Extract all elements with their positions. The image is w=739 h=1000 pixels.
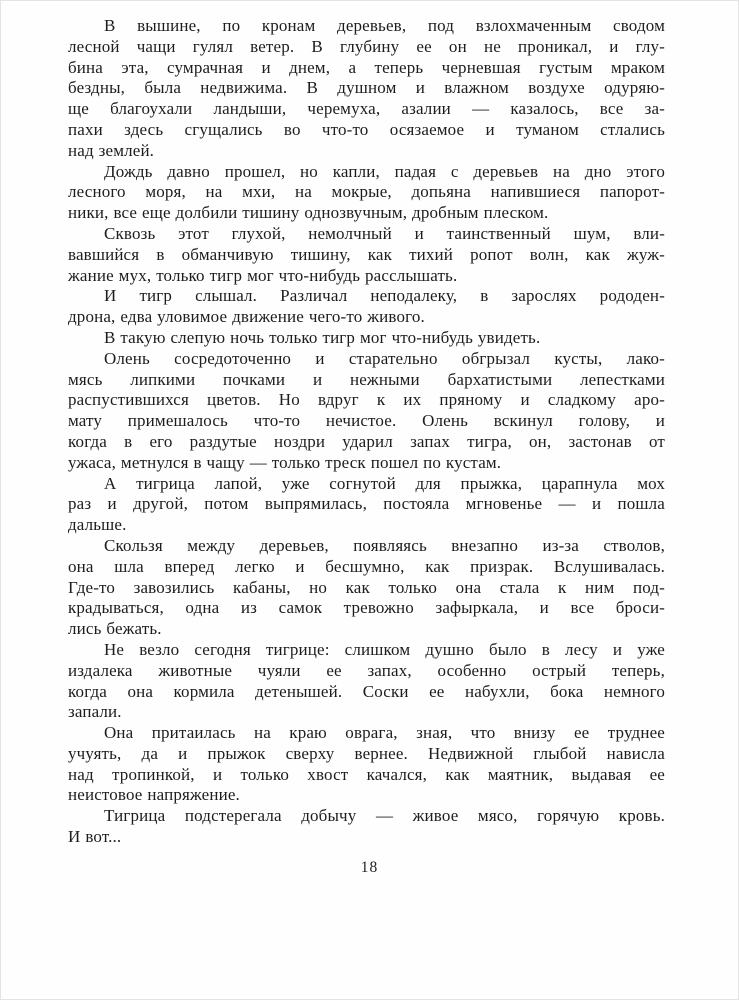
text-line: она шла вперед легко и бесшумно, как призрак. Вслушивалась.	[68, 556, 665, 576]
text-line: когда она кормила детенышей. Соски ее набухли, бока немного	[68, 681, 665, 701]
text-line: пахи здесь сгущались во что-то осязаемое и туманом стлались	[68, 119, 665, 139]
paragraph	[68, 806, 665, 848]
text-line: Где-то завозились кабаны, но как только она стала к ним под-	[68, 577, 665, 597]
text-line: ужаса, метнулся в чащу — только треск пошел по кустам.	[68, 452, 502, 472]
text-line: А тигрица лапой, уже согнутой для прыжка, царапнула мох	[104, 473, 665, 493]
text-line: В вышине, по кронам деревьев, под взлохмаченным сводом	[104, 16, 665, 35]
text-line: над землей.	[68, 140, 155, 160]
page-number: 18	[360, 859, 379, 876]
text-line: Дождь давно прошел, но капли, падая с деревьев на дно этого	[104, 161, 665, 181]
text-line: Скользя между деревьев, появляясь внезапно из-за стволов,	[104, 535, 665, 555]
page-text-block	[68, 16, 665, 848]
text-line: лесного моря, на мхи, на мокрые, допьяна напившиеся папорот-	[68, 182, 665, 202]
text-line: Тигрица подстерегала добычу — живое мясо, горячую кровь.	[104, 806, 665, 826]
text-line: дрона, едва уловимое движение чего-то живого.	[68, 307, 425, 327]
text-line: неистовое напряжение.	[68, 785, 240, 805]
text-line: крадываться, одна из самок тревожно зафыркала, и все броси-	[68, 598, 665, 618]
text-line: ники, все еще долбили тишину однозвучным, дробным плеском.	[68, 203, 549, 223]
text-line: Сквозь этот глухой, немолчный и таинственный шум, вли-	[104, 223, 665, 243]
paragraph	[68, 474, 665, 536]
text-line: издалека животные чуяли ее запах, особенно острый теперь,	[68, 660, 665, 680]
paragraph	[68, 224, 665, 286]
text-line: распустившихся цветов. Но вдруг к их пряному и сладкому аро-	[68, 390, 665, 410]
text-line: над тропинкой, и только хвост качался, как маятник, выдавая ее	[68, 764, 665, 784]
paragraph	[68, 16, 665, 162]
text-line: раз и другой, потом выпрямилась, постояла мгновенье — и пошла	[68, 494, 665, 514]
text-line: когда в его раздутые ноздри ударил запах тигра, он, застонав от	[68, 431, 665, 451]
paragraph	[68, 349, 665, 474]
paragraph	[68, 640, 665, 723]
paragraph	[68, 723, 665, 806]
text-line: В такую слепую ночь только тигр мог что-нибудь увидеть.	[104, 327, 541, 347]
paragraph	[68, 286, 665, 328]
text-line: И тигр слышал. Различал неподалеку, в зарослях рододен-	[104, 286, 665, 306]
text-line: жание мух, только тигр мог что-нибудь расслышать.	[68, 265, 458, 285]
text-line: мату примешалось что-то нечистое. Олень вскинул голову, и	[68, 411, 665, 431]
text-line: дальше.	[68, 515, 127, 535]
text-line: бездны, была недвижима. В душном и влажном воздухе одуряю-	[68, 78, 665, 98]
text-line: лись бежать.	[68, 619, 162, 639]
text-line: И вот...	[68, 827, 122, 847]
text-line: вавшийся в обманчивую тишину, как тихий ропот волн, как жуж-	[68, 244, 665, 264]
text-line: ще благоухали ландыши, черемуха, азалии — казалось, все за-	[68, 99, 665, 119]
text-line: Не везло сегодня тигрице: слишком душно было в лесу и уже	[104, 639, 665, 659]
text-line: мясь липкими почками и нежными бархатистыми лепестками	[68, 369, 665, 389]
text-line: лесной чащи гулял ветер. В глубину ее он не проникал, и глу-	[68, 36, 665, 56]
paragraph	[68, 328, 665, 349]
paragraph	[68, 536, 665, 640]
text-line: учуять, да и прыжок сверху вернее. Недвижной глыбой нависла	[68, 743, 665, 763]
text-line: запали.	[68, 702, 122, 722]
text-line: бина эта, сумрачная и днем, а теперь черневшая густым мраком	[68, 57, 665, 77]
paragraph	[68, 162, 665, 224]
text-line: Она притаилась на краю оврага, зная, что внизу ее труднее	[104, 723, 665, 743]
text-line: Олень сосредоточенно и старательно обгрызал кусты, лако-	[104, 348, 665, 368]
